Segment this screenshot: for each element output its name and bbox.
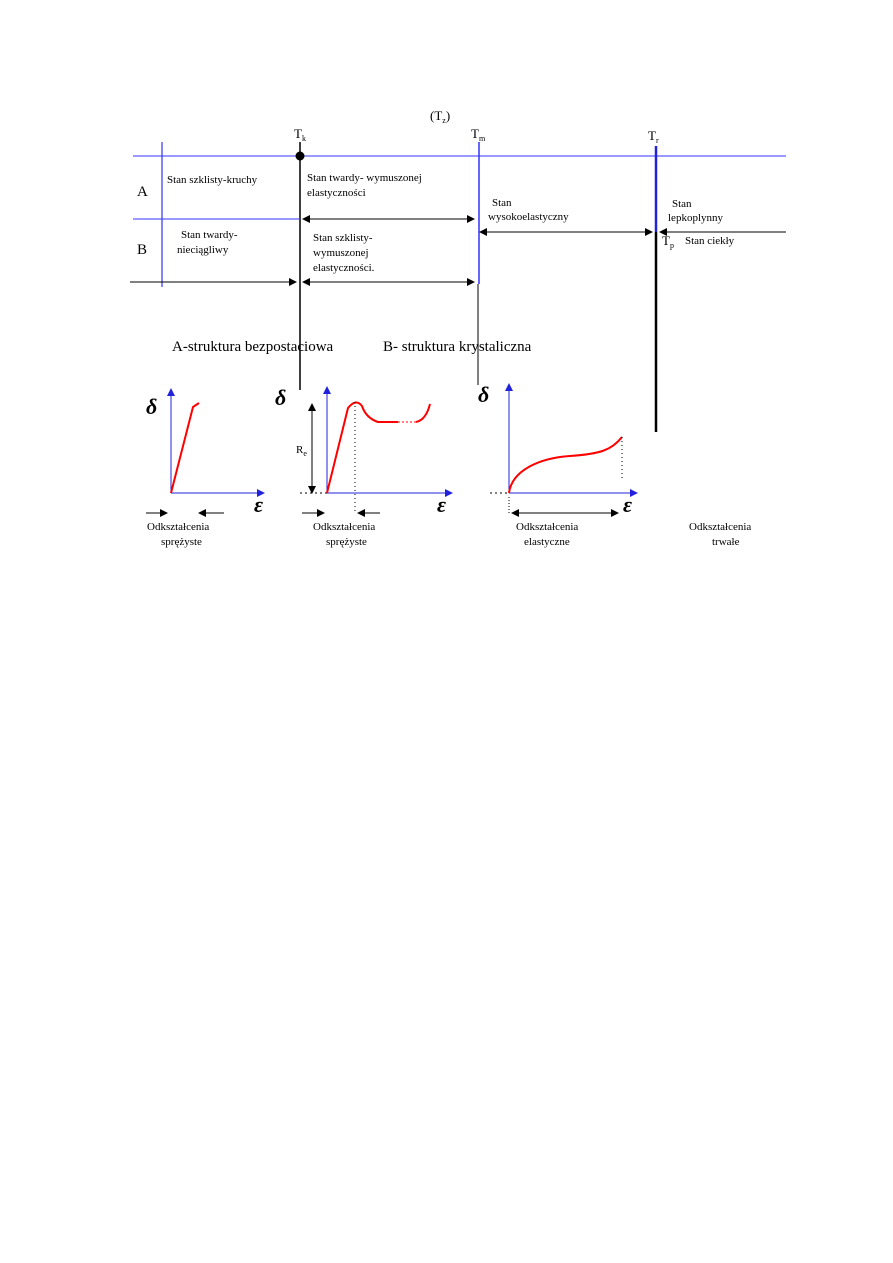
graph2-x-symbol: ε bbox=[437, 492, 447, 517]
graph2-caption: Odkształcenia sprężyste bbox=[313, 521, 376, 548]
temperature-labels bbox=[294, 108, 659, 145]
graph1-caption: Odkształcenia sprężyste bbox=[147, 521, 210, 548]
graph1-y-symbol: δ bbox=[146, 394, 158, 419]
graph4-caption: Odkształcenia trwałe bbox=[689, 521, 752, 548]
graph-forced-elastic bbox=[275, 385, 452, 548]
graph2-curve bbox=[327, 402, 398, 493]
state-liquid: Stan ciekły bbox=[685, 235, 735, 247]
structure-b-label: B- struktura krystaliczna bbox=[383, 339, 532, 355]
row-label-b: B bbox=[137, 242, 148, 258]
tm-label: $T_m$ bbox=[471, 126, 486, 143]
state-a-glassy-brittle: Stan szklisty-kruchy bbox=[167, 174, 258, 186]
state-b-hard-nonductile: Stan twardy- nieciągliwy bbox=[177, 229, 238, 256]
graph1-curve bbox=[171, 403, 199, 493]
state-highly-elastic: Stan wysokoelastyczny bbox=[488, 197, 569, 223]
graph2-y-symbol: δ bbox=[275, 385, 287, 410]
graph3-curve bbox=[509, 437, 622, 493]
tz-label: $(T_z)$ bbox=[430, 108, 451, 125]
tk-point bbox=[296, 152, 305, 161]
graph-elastic-linear bbox=[146, 389, 264, 548]
tp-label: $T_p$ bbox=[662, 233, 674, 250]
state-a-forced-elastic: Stan twardy- wymuszonej elastyczności bbox=[307, 172, 422, 199]
state-viscous: Stan lepkoplynny bbox=[668, 198, 723, 224]
tk-label: $T_k$ bbox=[294, 126, 306, 143]
graph3-caption: Odkształcenia elastyczne bbox=[516, 521, 579, 548]
state-b-glassy-forced: Stan szklisty- wymuszonej elastyczności. bbox=[313, 232, 375, 274]
graph2-curve-end bbox=[416, 404, 430, 422]
graph1-x-symbol: ε bbox=[254, 492, 264, 517]
graph3-y-symbol: δ bbox=[478, 382, 490, 407]
graph3-x-symbol: ε bbox=[623, 492, 633, 517]
tr-label: $T_r$ bbox=[648, 128, 659, 145]
graph2-re-label: $R_e$ bbox=[296, 444, 307, 458]
row-label-a: A bbox=[137, 184, 148, 200]
structure-a-label: A-struktura bezpostaciowa bbox=[172, 339, 334, 355]
graph-highly-elastic bbox=[478, 382, 637, 548]
